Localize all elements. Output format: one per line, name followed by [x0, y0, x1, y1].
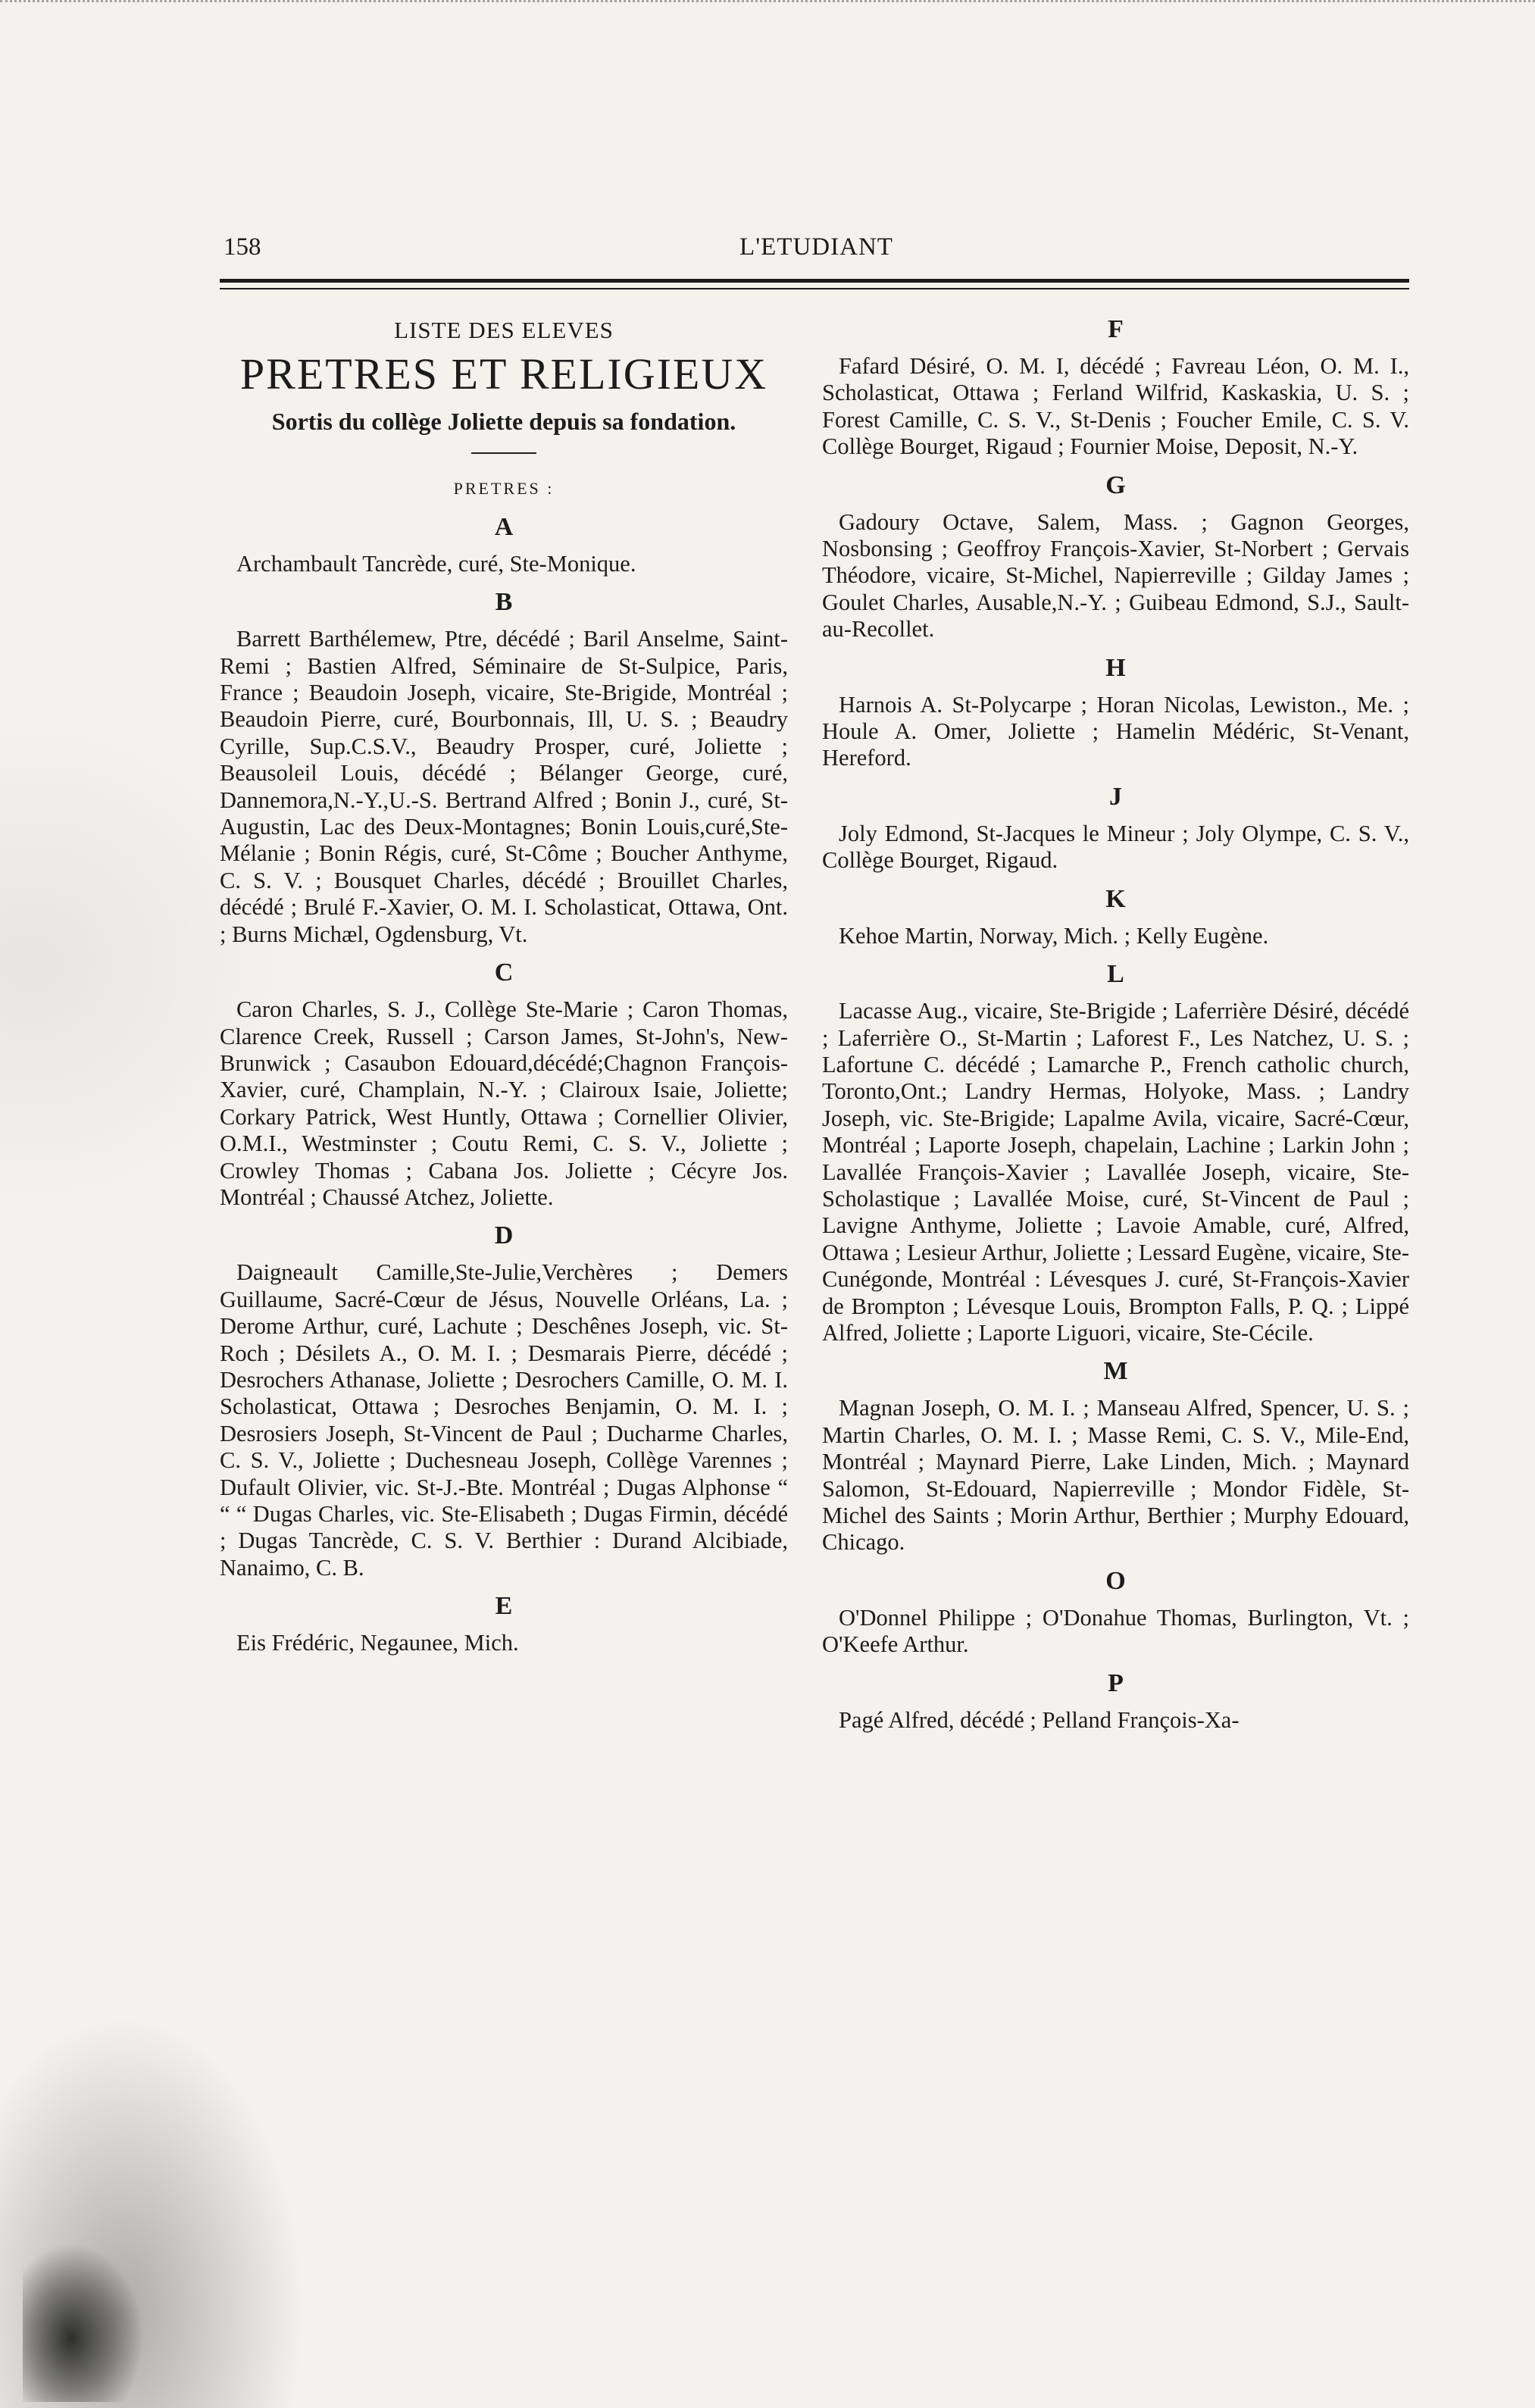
- letter-heading-g: G: [1105, 471, 1126, 499]
- ink-blot: [23, 2243, 144, 2402]
- letter-heading-p: P: [1108, 1668, 1124, 1697]
- entries-j: Joly Edmond, St-Jacques le Mineur ; Joly Olympe, C. S. V., Collège Bourget, Rigaud.: [822, 820, 1409, 874]
- entries-b: Barrett Barthélemew, Ptre, décédé ; Baril Anselme, Saint-Remi ; Bastien Alfred, Séminaire de St-Sulpice, Paris, France ; Beaudoin Joseph, vicaire, Ste-Brigide, Montréal ; Beaudoin Pierre, curé, Bourbonnais, Ill, U. S. ; Beaudry Cyrille, Sup.C.S.V., Beaudry Prosper, curé, Joliette ; Beausoleil Louis, décédé ; Bélanger George, curé, Dannemora,N.-Y.,U.-S. Bertrand Alfred ; Bonin J., curé, St-Augustin, Lac des Deux-Montagnes; Bonin Louis,curé,Ste-Mélanie ; Bonin Régis, curé, St-Côme ; Boucher Anthyme, C. S. V. ; Bousquet Charles, décédé ; Brouillet Charles, décédé ; Brulé F.-Xavier, O. M. I. Scholasticat, Ottawa, Ont. ; Burns Michæl, Ogdensburg, Vt.: [220, 626, 788, 947]
- letter-heading-o: O: [1105, 1566, 1126, 1595]
- main-title: PRETRES ET RELIGIEUX: [239, 349, 768, 399]
- right-column: [822, 311, 1409, 1744]
- letter-heading-a: A: [494, 512, 514, 541]
- entries-k: Kehoe Martin, Norway, Mich. ; Kelly Eugène.: [839, 922, 1269, 949]
- scan-edge-noise: [0, 0, 1535, 25]
- header-rule-thin: [220, 288, 1409, 289]
- entries-d: Daigneault Camille,Ste-Julie,Verchères ; Demers Guillaume, Sacré-Cœur de Jésus, Nouvelle Orléans, La. ; Derome Arthur, curé, Lachute ; Deschênes Joseph, vic. St-Roch ; Désilets A., O. M. I. ; Desmarais Pierre, décédé ; Desrochers Athanase, Joliette ; Desrochers Camille, O. M. I. Scholasticat, Ottawa ; Desroches Benjamin, O. M. I. ; Desrosiers Joseph, St-Vincent de Paul ; Ducharme Charles, C. S. V., Joliette ; Duchesneau Joseph, Collège Varennes ; Dufault Olivier, vic. St-J.-Bte. Montréal ; Dugas Alphonse “ “ “ Dugas Charles, vic. Ste-Elisabeth ; Dugas Firmin, décédé ; Dugas Tancrède, C. S. V. Berthier : Durand Alcibiade, Nanaimo, C. B.: [220, 1259, 788, 1581]
- letter-heading-d: D: [494, 1221, 514, 1250]
- letter-heading-b: B: [495, 588, 513, 617]
- running-title: L'ETUDIANT: [739, 233, 893, 261]
- entries-m: Magnan Joseph, O. M. I. ; Manseau Alfred, Spencer, U. S. ; Martin Charles, O. M. I. ; Masse Remi, C. S. V., Mile-End, Montréal ; Maynard Pierre, Lake Linden, Mich. ; Maynard Salomon, St-Edouard, Napierreville ; Mondor Fidèle, St-Michel des Saints ; Morin Arthur, Berthier ; Murphy Edouard, Chicago.: [822, 1395, 1409, 1556]
- letter-heading-c: C: [494, 959, 514, 987]
- entries-a: Archambault Tancrède, curé, Ste-Monique.: [236, 550, 636, 577]
- title-dash: [471, 452, 536, 454]
- entries-o: O'Donnel Philippe ; O'Donahue Thomas, Burlington, Vt. ; O'Keefe Arthur.: [822, 1604, 1409, 1658]
- section-label: PRETRES :: [453, 479, 555, 499]
- page-header: [224, 227, 1409, 265]
- list-title: LISTE DES ELEVES: [394, 317, 614, 343]
- entries-e: Eis Frédéric, Negaunee, Mich.: [236, 1630, 519, 1656]
- letter-heading-k: K: [1105, 884, 1126, 913]
- entries-g: Gadoury Octave, Salem, Mass. ; Gagnon Georges, Nosbonsing ; Geoffroy François-Xavier, St-Norbert ; Gervais Théodore, vicaire, St-Michel, Napierreville ; Gilday James ; Goulet Charles, Ausable,N.-Y. ; Guibeau Edmond, S.J., Sault-au-Recollet.: [822, 508, 1409, 643]
- letter-heading-m: M: [1103, 1357, 1128, 1386]
- letter-heading-j: J: [1109, 782, 1122, 811]
- letter-heading-h: H: [1105, 653, 1126, 682]
- entries-f: Fafard Désiré, O. M. I, décédé ; Favreau Léon, O. M. I., Scholasticat, Ottawa ; Ferland Wilfrid, Kaskaskia, U. S. ; Forest Camille, C. S. V., St-Denis ; Foucher Emile, C. S. V. Collège Bourget, Rigaud ; Fournier Moise, Deposit, N.-Y.: [822, 353, 1409, 460]
- letter-heading-l: L: [1107, 960, 1124, 989]
- entries-c: Caron Charles, S. J., Collège Ste-Marie ; Caron Thomas, Clarence Creek, Russell ; Carson James, St-John's, New-Brunwick ; Casaubon Edouard,décédé;Chagnon François-Xavier, curé, Champlain, N.-Y. ; Clairoux Isaie, Joliette; Corkary Patrick, West Huntly, Ottawa ; Cornellier Olivier, O.M.I., Westminster ; Coutu Remi, C. S. V., Joliette ; Crowley Thomas ; Cabana Jos. Joliette ; Cécyre Jos. Montréal ; Chaussé Atchez, Joliette.: [220, 996, 788, 1210]
- subtitle: Sortis du collège Joliette depuis sa fondation.: [271, 408, 736, 436]
- letter-heading-e: E: [495, 1592, 513, 1621]
- letter-heading-f: F: [1108, 315, 1124, 343]
- entries-p: Pagé Alfred, décédé ; Pelland François-Xa-: [839, 1706, 1240, 1733]
- entries-h: Harnois A. St-Polycarpe ; Horan Nicolas, Lewiston., Me. ; Houle A. Omer, Joliette ; Hamelin Médéric, St-Venant, Hereford.: [822, 691, 1409, 771]
- entries-l: Lacasse Aug., vicaire, Ste-Brigide ; Laferrière Désiré, décédé ; Laferrière O., St-Martin ; Laforest F., Les Natchez, U. S. ; Lafortune C. décédé ; Lamarche P., French catholic church, Toronto,Ont.; Landry Hermas, Holyoke, Mass. ; Landry Joseph, vic. Ste-Brigide; Lapalme Avila, vicaire, Sacré-Cœur, Montréal ; Laporte Joseph, chapelain, Lachine ; Larkin John ; Lavallée François-Xavier ; Lavallée Joseph, vicaire, Ste-Scholastique ; Lavallée Moise, curé, St-Vincent de Paul ; Lavigne Anthyme, Joliette ; Lavoie Amable, curé, Alfred, Ottawa ; Lesieur Arthur, Joliette ; Lessard Eugène, vicaire, Ste-Cunégonde, Montréal : Lévesques J. curé, St-François-Xavier de Brompton ; Lévesque Louis, Brompton Falls, P. Q. ; Lippé Alfred, Joliette ; Laporte Liguori, vicaire, Ste-Cécile.: [822, 998, 1409, 1346]
- page-number: 158: [224, 233, 261, 261]
- header-rule-thick: [220, 279, 1409, 283]
- left-column: [220, 311, 788, 1668]
